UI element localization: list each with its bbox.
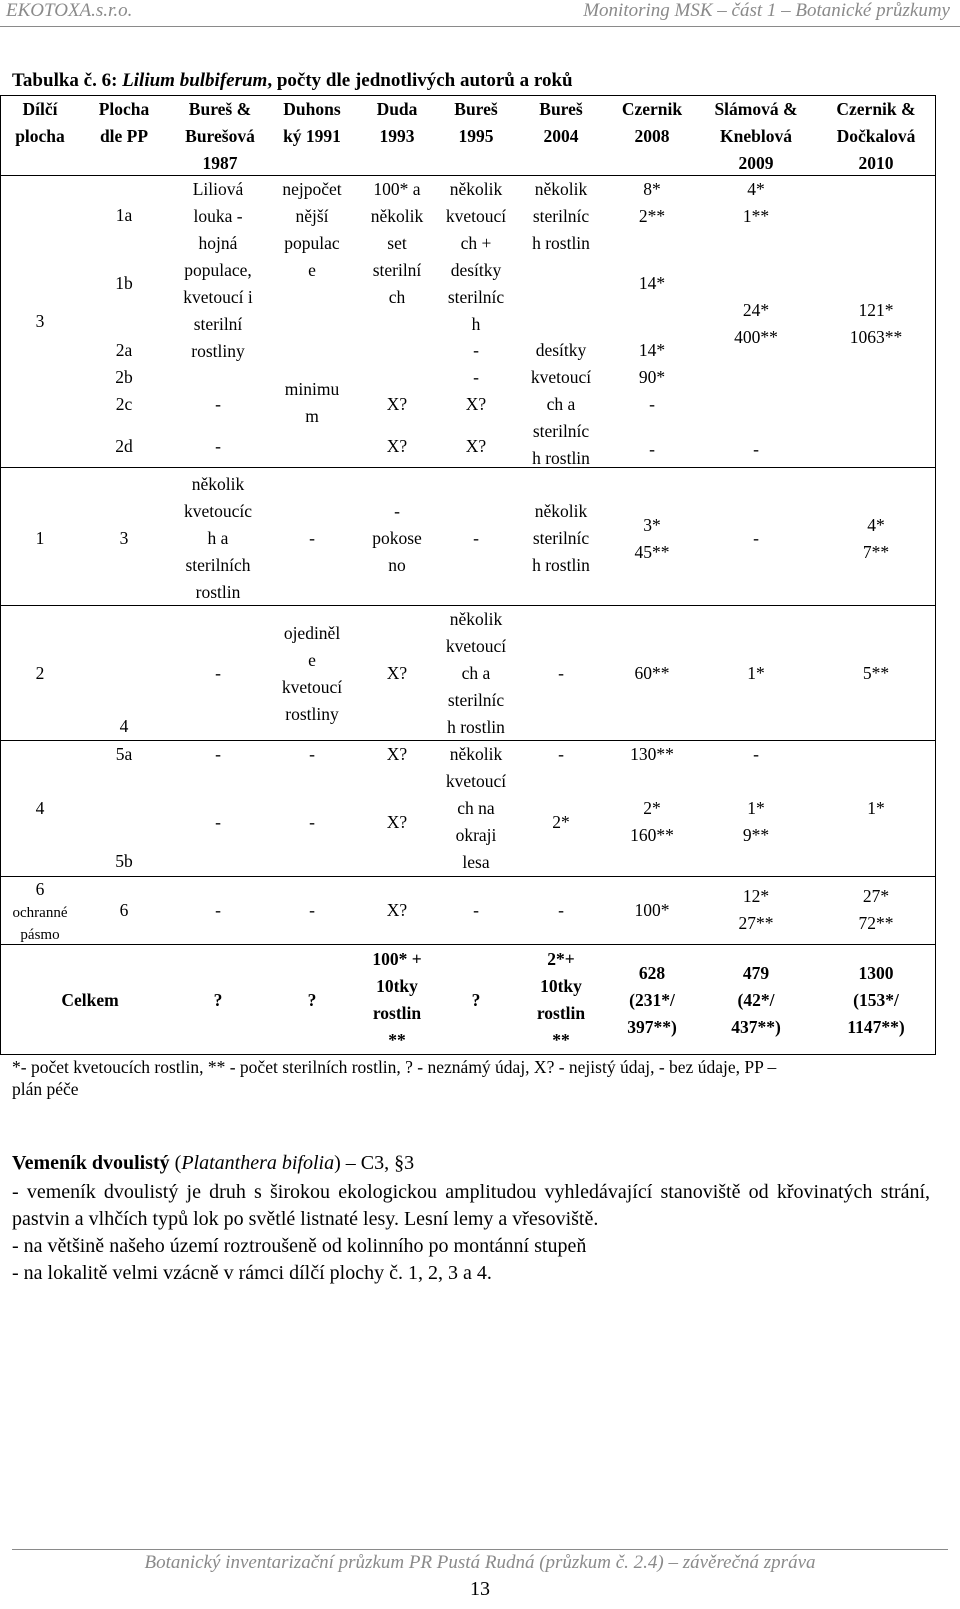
- table-cell: -: [753, 528, 759, 548]
- col-header-slamova-kneblova-2009: Slámová & Kneblová 2009: [714, 99, 798, 173]
- totals-cell: 479 (42*/ 437**): [731, 963, 781, 1037]
- table-cell: - pokose no: [372, 501, 422, 575]
- footer-rule: [12, 1549, 948, 1550]
- table-cell: 24* 400**: [734, 300, 778, 347]
- table-cell: X?: [386, 394, 408, 414]
- area-label: 1a: [115, 205, 133, 225]
- table-cell: -: [215, 744, 221, 764]
- area-label: 2b: [115, 367, 133, 387]
- table-cell: 100*: [634, 900, 670, 920]
- table-legend: *- počet kvetoucích rostlin, ** - počet sterilních rostlin, ? - neznámý údaj, X? - nejistý údaj, - bez údaje, PP –: [12, 1057, 777, 1077]
- table-cell: 2* 160**: [630, 798, 674, 845]
- page-footer: Botanický inventarizační průzkum PR Pustá Rudná (průzkum č. 2.4) – závěrečná zpráva: [144, 1552, 816, 1573]
- table-cell: -: [309, 528, 315, 548]
- table-cell: X?: [386, 663, 408, 683]
- table-cell: -: [753, 439, 759, 459]
- table-cell: Liliová louka - hojná populace, kvetoucí i sterilní rostliny: [183, 179, 253, 361]
- page-header: [0, 0, 960, 28]
- section-paragraph: - na lokalitě velmi vzácně v rámci dílčí plochy č. 1, 2, 3 a 4.: [12, 1262, 492, 1284]
- table-cell: -: [215, 900, 221, 920]
- table-cell: 2*: [552, 812, 570, 832]
- table-cell: 5**: [862, 663, 890, 683]
- table-cell: -: [215, 394, 221, 414]
- col-header-duhonsky-1991: Duhons ký 1991: [283, 99, 341, 146]
- col-header-dilci-plocha: Dílčí plocha: [15, 99, 65, 146]
- table-cell: -: [215, 436, 221, 456]
- table-cell: desítky kvetoucí ch a sterilníc h rostlin: [530, 340, 592, 468]
- plot-number: 1: [35, 528, 45, 548]
- table-cell: 1* 9**: [742, 798, 770, 845]
- table-cell: 1*: [747, 663, 765, 683]
- table-cell: -: [558, 744, 564, 764]
- caption-species: Lilium bulbiferum: [122, 70, 268, 91]
- table-cell: -: [558, 900, 564, 920]
- table-cell: -: [215, 663, 221, 683]
- table-cell: 12* 27**: [738, 886, 774, 933]
- table-cell: 4* 1**: [742, 179, 770, 226]
- caption-suffix: , počty dle jednotlivých autorů a roků: [267, 70, 573, 91]
- plot-number: 3: [35, 311, 45, 331]
- header-company: EKOTOXA.s.r.o.: [6, 0, 133, 21]
- header-rule: [0, 26, 960, 27]
- table-cell: ojediněl e kvetoucí rostliny: [281, 623, 343, 724]
- table-cell: -: [473, 340, 479, 360]
- table-cell: X?: [386, 436, 408, 456]
- table-cell: 14*: [638, 340, 666, 360]
- table-cell: několik sterilníc h rostlin: [532, 179, 590, 253]
- area-label: 3: [119, 528, 129, 548]
- area-label: 2a: [115, 340, 133, 360]
- table-cell: -: [558, 663, 564, 683]
- table-cell: několik kvetoucíc h a sterilních rostlin: [183, 474, 253, 602]
- section-heading-latin: Platanthera bifolia: [181, 1152, 335, 1174]
- table-cell: několik: [449, 744, 503, 764]
- table-cell: X?: [386, 812, 408, 832]
- table-cell: 14*: [638, 273, 666, 293]
- table-cell: -: [309, 812, 315, 832]
- table-cell: -: [649, 394, 655, 414]
- totals-cell: ?: [471, 990, 481, 1010]
- table-cell: několik sterilníc h rostlin: [532, 501, 590, 575]
- table-cell: kvetoucí ch na okraji lesa: [445, 771, 507, 872]
- plot-number: 2: [35, 663, 45, 683]
- table-cell: nejpočet nější populac e: [282, 179, 342, 280]
- table-cell: minimu m: [284, 379, 340, 426]
- area-label: 2d: [115, 436, 133, 456]
- totals-cell: 100* + 10tky rostlin **: [372, 949, 422, 1050]
- totals-label: Celkem: [61, 990, 119, 1010]
- plot-number: 6: [35, 879, 45, 899]
- table-cell: 3* 45**: [634, 515, 670, 562]
- col-header-plocha-dle-pp: Plocha dle PP: [98, 99, 150, 146]
- header-document-title: Monitoring MSK – část 1 – Botanické průzkumy: [583, 0, 950, 21]
- caption-prefix: Tabulka č. 6:: [12, 70, 123, 91]
- table-cell: X?: [465, 394, 487, 414]
- col-header-duda-1993: Duda 1993: [376, 99, 418, 146]
- section-paragraph: - vemeník dvoulistý je druh s širokou ekologickou amplitudou vyhledávající stanoviště od křovinatých strání, pastvin a vlhčích typů lok po světlé listnaté lesy. Lesní lemy a vřesoviště.: [12, 1181, 930, 1230]
- area-label: 1b: [115, 273, 133, 293]
- totals-cell: 628 (231*/ 397**): [627, 963, 677, 1037]
- table-cell: X?: [386, 900, 408, 920]
- table-cell: 100* a několik set sterilní ch: [370, 179, 424, 307]
- plot6-row-border: [0, 944, 936, 945]
- col-header-bures-2004: Bureš 2004: [539, 99, 583, 146]
- table-cell: -: [309, 900, 315, 920]
- plot-sublabel: ochranné pásmo: [12, 905, 68, 943]
- table-cell: 27* 72**: [858, 886, 894, 933]
- col-header-czernik-2008: Czernik 2008: [621, 99, 683, 146]
- table-cell: -: [309, 744, 315, 764]
- table-cell: několik kvetoucí ch + desítky sterilníc h: [445, 179, 507, 334]
- table-cell: 130**: [630, 744, 674, 764]
- section-paragraph: - na většině našeho území roztroušeně od kolinního po montánní stupeň: [12, 1235, 587, 1257]
- area-label: 6: [119, 900, 129, 920]
- table-legend-continuation: plán péče: [12, 1079, 79, 1099]
- plot3-row-border: [0, 467, 936, 468]
- table-cell: -: [215, 812, 221, 832]
- table-cell: 4* 7**: [862, 515, 890, 562]
- plot-number: 4: [35, 798, 45, 818]
- totals-cell: 2*+ 10tky rostlin **: [536, 949, 586, 1050]
- col-header-bures-buresova-1987: Bureš & Burešová 1987: [185, 99, 255, 173]
- col-header-bures-1995: Bureš 1995: [454, 99, 498, 146]
- table-cell: -: [473, 367, 479, 387]
- table-cell: 90*: [638, 367, 666, 387]
- table-cell: -: [649, 439, 655, 459]
- table-cell: -: [473, 900, 479, 920]
- totals-cell: 1300 (153*/ 1147**): [847, 963, 905, 1037]
- table-cell: 60**: [634, 663, 670, 683]
- totals-cell: ?: [307, 990, 317, 1010]
- table-cell: 121* 1063**: [849, 300, 903, 347]
- table-cell: -: [473, 528, 479, 548]
- section-heading: [12, 1152, 414, 1175]
- table-caption: [12, 70, 573, 92]
- table-cell: -: [753, 744, 759, 764]
- section-heading-name: Vemeník dvoulistý: [12, 1152, 170, 1174]
- table-cell: několik kvetoucí ch a sterilníc h rostlin: [445, 609, 507, 737]
- section-heading-status: ) – C3, §3: [334, 1152, 415, 1174]
- col-header-czernik-dockalova-2010: Czernik & Dočkalová 2010: [836, 99, 916, 173]
- table-cell: X?: [386, 744, 408, 764]
- area-label: 4: [119, 716, 129, 736]
- page-number: 13: [470, 1578, 490, 1600]
- table-cell: 1*: [867, 798, 885, 818]
- area-label: 2c: [115, 394, 133, 414]
- area-label: 5b: [115, 851, 133, 871]
- area-label: 5a: [115, 744, 133, 764]
- table-cell: 8* 2**: [638, 179, 666, 226]
- plot4-row-border: [0, 876, 936, 877]
- totals-cell: ?: [213, 990, 223, 1010]
- section-heading-paren: (: [169, 1152, 182, 1174]
- table-cell: X?: [465, 436, 487, 456]
